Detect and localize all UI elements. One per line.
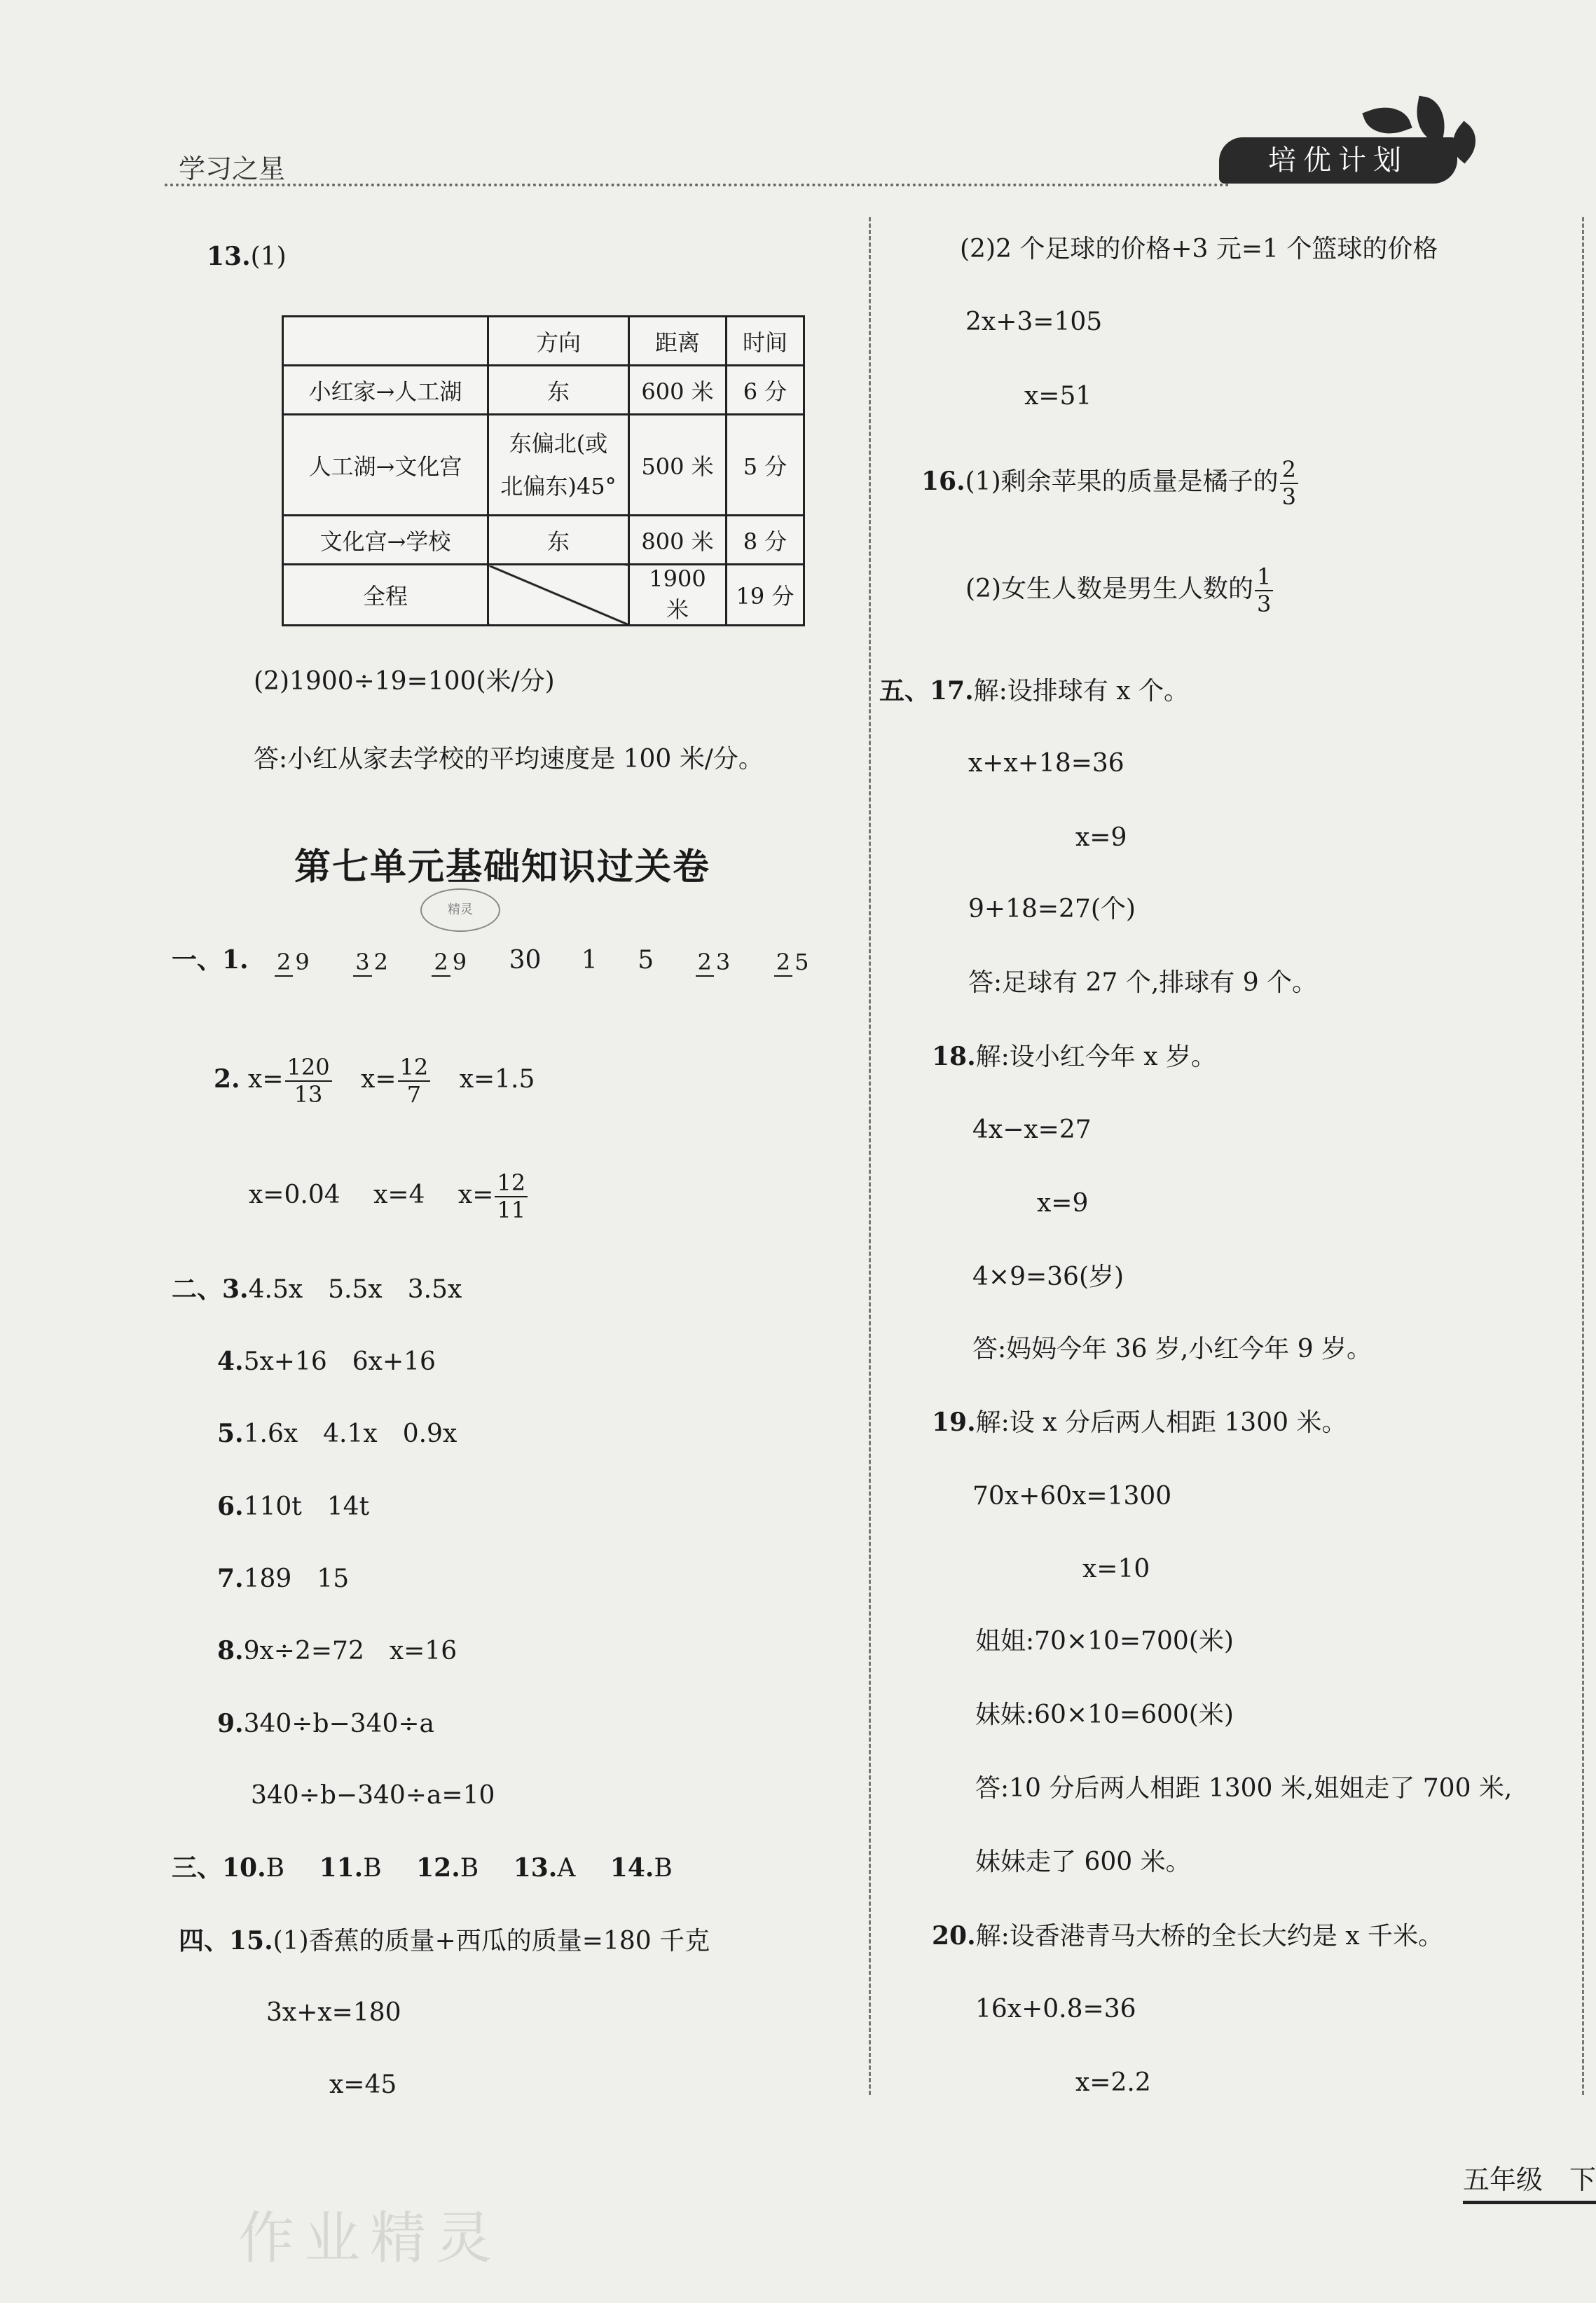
header-title: 学习之星: [179, 153, 286, 184]
fraction: 2 9: [275, 949, 312, 975]
q4-line: 4.5x+16 6x+16: [217, 1347, 436, 1376]
q15-equation: 3x+x=180: [266, 1998, 401, 2027]
q20-line: 20.解:设香港青马大桥的全长大约是 x 千米。: [932, 1921, 1443, 1951]
right-margin-divider: [1582, 217, 1584, 2095]
brand-badge: 培优计划: [1219, 137, 1457, 184]
fraction: 3 2: [353, 949, 390, 975]
table-header-cell: 时间: [727, 317, 804, 366]
q17-eq: x=9: [1075, 823, 1127, 852]
q1-line: 一、1. 2 9 3 2 2 9 30 1 5 2 3 2 5: [172, 947, 843, 975]
fraction: 2 3: [696, 949, 733, 975]
q2-line-2: x=0.04 x=4 x= $\frac{12}{11}$: [249, 1170, 529, 1223]
q19-eq: 70x+60x=1300: [972, 1482, 1172, 1511]
q6-line: 6.110t 14t: [217, 1492, 370, 1521]
q15-line: 四、15.(1)香蕉的质量+西瓜的质量=180 千克: [179, 1926, 710, 1955]
table-header-cell: 距离: [629, 317, 727, 366]
q18-line: 18.解:设小红今年 x 岁。: [932, 1042, 1216, 1071]
q3-line: 二、3.4.5x 5.5x 3.5x: [172, 1274, 462, 1304]
table-row: 文化宫→学校 东 800 米 8 分: [283, 516, 804, 565]
q18-eq: 4x−x=27: [972, 1115, 1092, 1144]
column-divider: [869, 217, 871, 2095]
stamp: 精灵: [420, 888, 500, 932]
fraction: $\frac{2}{3}$: [1280, 457, 1298, 510]
q19-answer: 妹妹走了 600 米。: [975, 1848, 1191, 1876]
q19-eq: x=10: [1082, 1555, 1150, 1583]
q15-part2: (2)2 个足球的价格+3 元=1 个篮球的价格: [960, 235, 1438, 263]
fraction: 2 9: [432, 949, 469, 975]
q19-answer: 答:10 分后两人相距 1300 米,姐姐走了 700 米,: [975, 1774, 1513, 1803]
q9-line-2: 340÷b−340÷a=10: [251, 1781, 495, 1810]
q7-line: 7.189 15: [217, 1564, 350, 1593]
q9-line: 9.340÷b−340÷a: [217, 1709, 435, 1738]
q18-answer: 答:妈妈今年 36 岁,小红今年 9 岁。: [972, 1335, 1373, 1363]
watermark: 作业精灵: [238, 2206, 502, 2271]
fraction: $\frac{12}{7}$: [398, 1054, 431, 1108]
q17-answer: 答:足球有 27 个,排球有 9 个。: [968, 968, 1318, 997]
q13-answer: 答:小红从家去学校的平均速度是 100 米/分。: [254, 745, 764, 774]
q20-eq: x=2.2: [1075, 2068, 1151, 2097]
q17-line: 五、17.解:设排球有 x 个。: [879, 676, 1189, 706]
table-row: 小红家→人工湖 东 600 米 6 分: [283, 366, 804, 415]
q15-equation: x=45: [329, 2070, 397, 2099]
q17-eq: 9+18=27(个): [968, 895, 1136, 923]
grade-label: 五年级 下: [1463, 2158, 1596, 2204]
table-row: 人工湖→文化宫 东偏北(或 北偏东)45° 500 米 5 分: [283, 415, 804, 516]
fraction: $\frac{12}{11}$: [495, 1170, 528, 1223]
table-header-cell: [283, 317, 488, 366]
fraction: 2 5: [774, 949, 811, 975]
q18-eq: 4×9=36(岁): [972, 1263, 1124, 1291]
section-title: 第七单元基础知识过关卷: [294, 846, 711, 888]
header-divider: [165, 184, 1230, 186]
table-header-cell: 方向: [488, 317, 629, 366]
leaf-icon: [1412, 96, 1450, 143]
table-total-row: 全程 1900 米 19 分: [283, 565, 804, 626]
leaf-icon: [1362, 99, 1412, 142]
q19-line: 19.解:设 x 分后两人相距 1300 米。: [932, 1408, 1347, 1437]
route-table: [282, 315, 805, 626]
fraction: $\frac{1}{3}$: [1255, 564, 1273, 617]
q16-part2: (2)女生人数是男生人数的 $\frac{1}{3}$: [965, 564, 1274, 617]
diagonal-cell: [488, 565, 629, 626]
q19-eq: 姐姐:70×10=700(米): [975, 1627, 1234, 1656]
fraction: $\frac{120}{13}$: [285, 1054, 332, 1108]
q20-eq: 16x+0.8=36: [975, 1995, 1136, 2023]
q5-line: 5.1.6x 4.1x 0.9x: [217, 1419, 458, 1448]
q15-part2-eq: x=51: [1024, 382, 1092, 411]
q16-line: 16.(1)剩余苹果的质量是橘子的 $\frac{2}{3}$: [921, 457, 1300, 510]
q2-line: 2. x= $\frac{120}{13}$ x= $\frac{12}{7}$ x=1.5: [214, 1054, 535, 1108]
q17-eq: x+x+18=36: [968, 749, 1124, 778]
q13-heading: 13.(1): [207, 242, 287, 271]
q8-line: 8.9x÷2=72 x=16: [217, 1636, 458, 1665]
q15-part2-eq: 2x+3=105: [965, 308, 1103, 336]
q19-eq: 妹妹:60×10=600(米): [975, 1700, 1234, 1729]
q10-14-line: 三、10.B 11.B 12.B 13.A 14.B: [172, 1853, 673, 1883]
q13-part2: (2)1900÷19=100(米/分): [254, 667, 555, 696]
q18-eq: x=9: [1037, 1189, 1089, 1218]
